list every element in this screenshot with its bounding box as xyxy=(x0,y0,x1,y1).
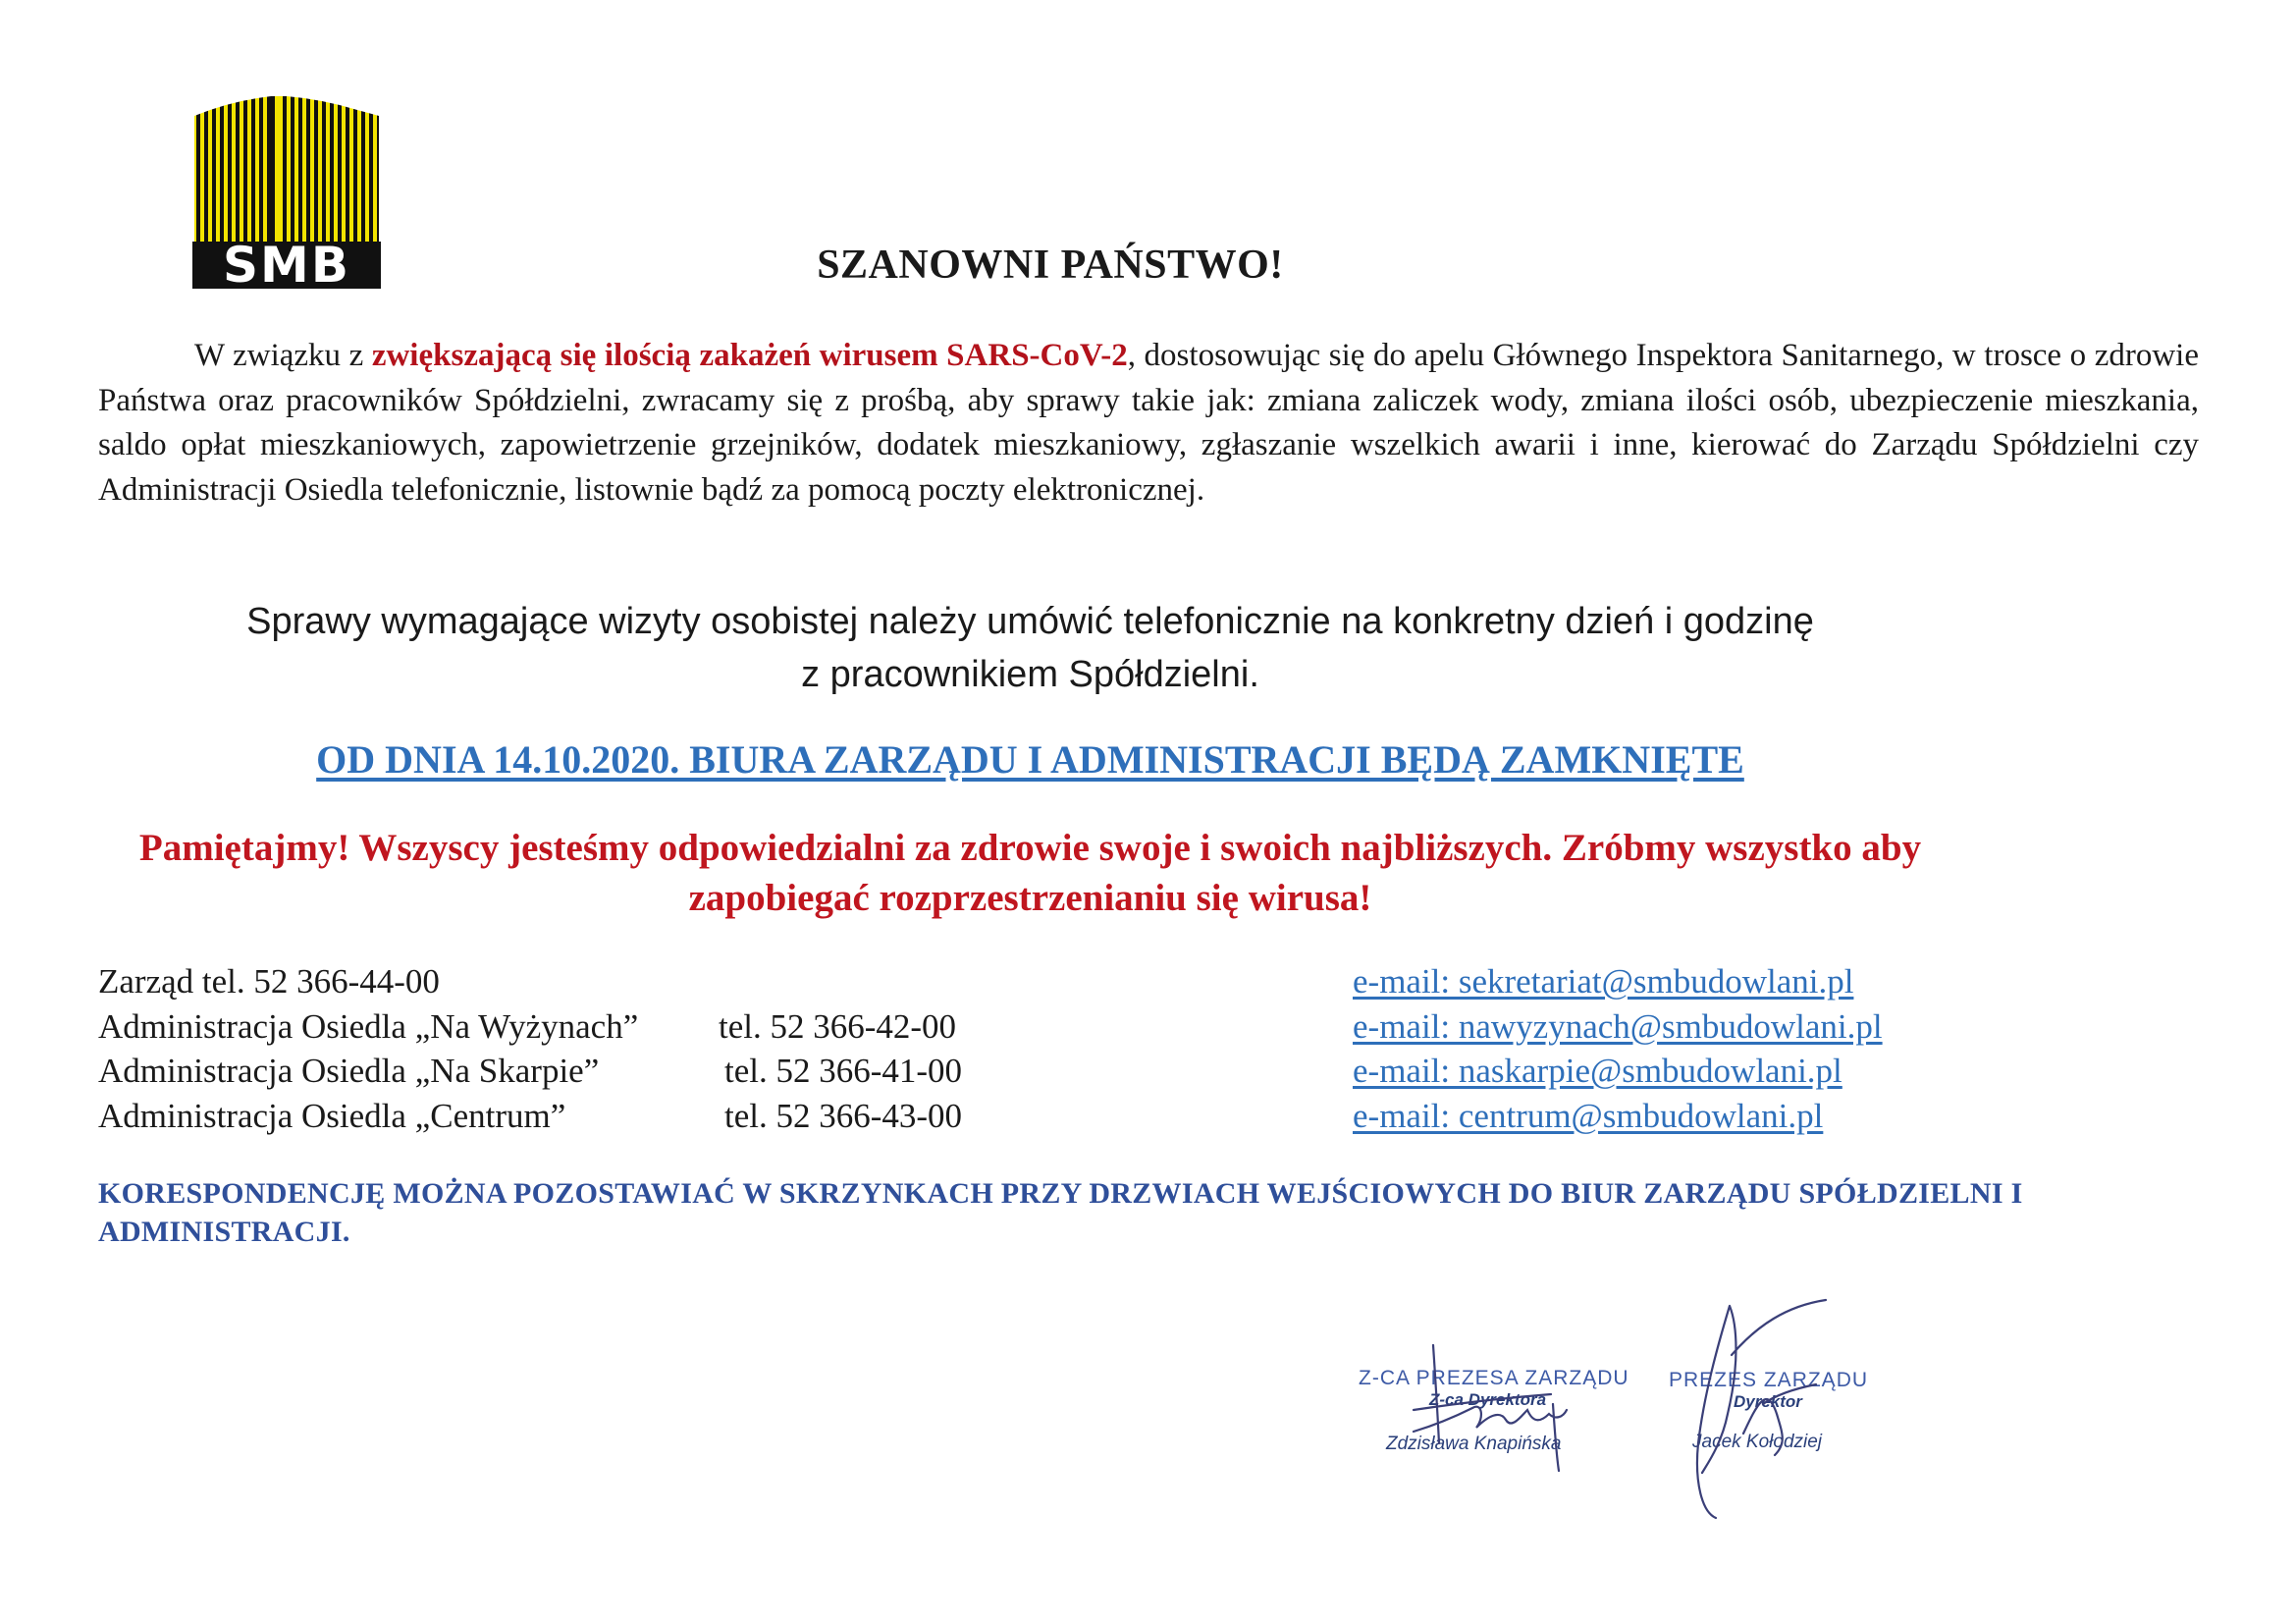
contact-name: Administracja Osiedla „Centrum” xyxy=(98,1096,566,1135)
contact-name: Zarząd tel. 52 366-44-00 xyxy=(98,962,440,1001)
stamp-role: PREZES ZARZĄDU xyxy=(1669,1369,1869,1391)
contact-name: Administracja Osiedla „Na Skarpie” xyxy=(98,1052,600,1090)
intro-lead: W związku z xyxy=(194,338,372,373)
contact-row-na-skarpie xyxy=(98,1049,2199,1094)
contact-name: Administracja Osiedla „Na Wyżynach” xyxy=(98,1006,639,1046)
stamp-subtitle: Z-ca Dyrektora xyxy=(1429,1390,1547,1409)
intro-highlight: zwiększającą się ilością zakażeń wirusem SARS-CoV-2 xyxy=(371,338,1128,373)
email-link-nawyzynach[interactable]: e-mail: nawyzynach@smbudowlani.pl xyxy=(1353,1006,1883,1046)
intro-paragraph xyxy=(98,334,2199,513)
contact-row-management xyxy=(98,959,2199,1004)
contact-phone: tel. 52 366-43-00 xyxy=(724,1096,963,1135)
contact-phone: tel. 52 366-42-00 xyxy=(719,1006,957,1046)
correspondence-note: KORESPONDENCJĘ MOŻNA POZOSTAWIAĆ W SKRZYNKACH PRZY DRZWIACH WEJŚCIOWYCH DO BIUR ZARZĄDU SPÓŁDZIELNI I ADMINISTRACJI. xyxy=(98,1177,2023,1248)
closed-notice-text: OD DNIA 14.10.2020. BIURA ZARZĄDU I ADMINISTRACJI BĘDĄ ZAMKNIĘTE xyxy=(316,737,1744,782)
email-link-naskarpie[interactable]: e-mail: naskarpie@smbudowlani.pl xyxy=(1353,1052,1842,1090)
signature-president xyxy=(1669,1286,1845,1522)
stamp-person: Jacek Kołodziej xyxy=(1692,1432,1823,1452)
remember-line-2: zapobiegać rozprzestrzenianiu się wirusa! xyxy=(688,877,1372,919)
stamp-role: Z-CA PREZESA ZARZĄDU xyxy=(1359,1367,1629,1389)
closed-notice xyxy=(0,734,2296,785)
contact-row-centrum xyxy=(98,1094,2199,1139)
logo-text: SMB xyxy=(223,237,350,289)
visit-line-1: Sprawy wymagające wizyty osobistej należy umówić telefonicznie na konkretny dzień i godzinę xyxy=(246,601,1814,642)
remember-notice xyxy=(0,823,2296,923)
stamp-subtitle: Dyrektor xyxy=(1734,1392,1802,1411)
intro-rest: , dostosowując się do apelu Głównego Inspektora Sanitarnego, w trosce o zdrowie Państwa oraz pracowników Spółdzielni, zwracamy się z prośbą, aby sprawy takie jak: zmiana zaliczek wody, zmiana ilości osób, ubezpieczenie mieszkania, saldo opłat mieszkaniowych, zapowietrzenie grzejników, dodatek mieszkaniowy, zgłaszanie wszelkich awarii i inne, kierować do Zarządu Spółdzielni czy Administracji Osiedla telefonicznie, listownie bądź za pomocą poczty elektronicznej. xyxy=(98,338,2199,508)
page-title: SZANOWNI PAŃSTWO! xyxy=(817,243,1284,288)
stamp-person: Zdzisława Knapińska xyxy=(1386,1434,1562,1454)
email-link-secretariat[interactable]: e-mail: sekretariat@smbudowlani.pl xyxy=(1353,962,1854,1001)
visit-line-2: z pracownikiem Spółdzielni. xyxy=(801,654,1259,695)
contact-phone: tel. 52 366-41-00 xyxy=(724,1052,963,1090)
visit-notice xyxy=(0,595,2296,701)
contacts-list xyxy=(98,959,2199,1138)
email-link-centrum[interactable]: e-mail: centrum@smbudowlani.pl xyxy=(1353,1096,1824,1135)
remember-line-1: Pamiętajmy! Wszyscy jesteśmy odpowiedzialni za zdrowie swoje i swoich najbliższych. Zróbmy wszystko aby xyxy=(138,827,1922,869)
contact-row-na-wyzynach xyxy=(98,1004,2199,1050)
signature-vice-president xyxy=(1374,1335,1610,1473)
